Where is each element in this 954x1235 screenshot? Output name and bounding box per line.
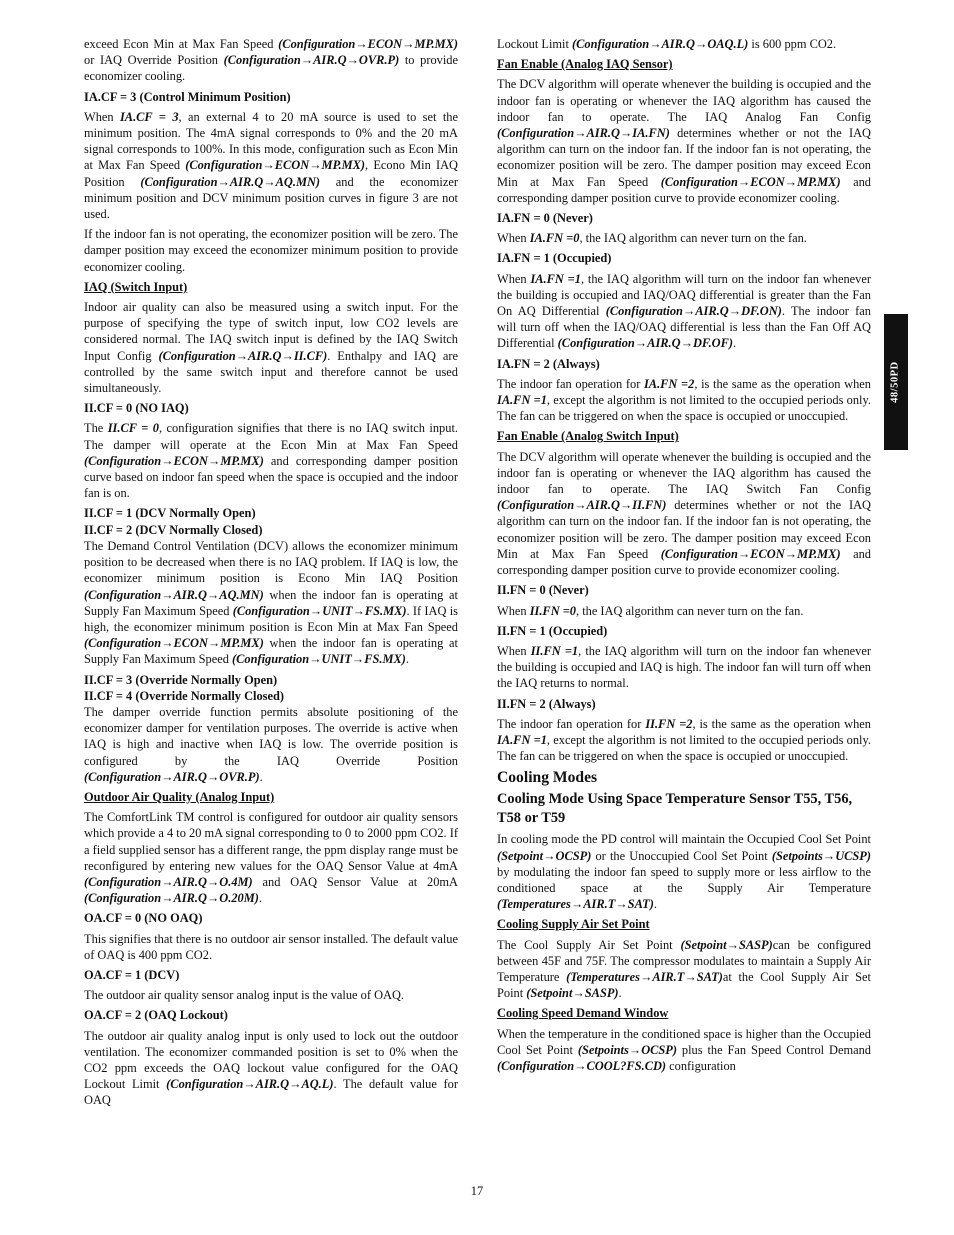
- config-path: (Configuration→AIR.Q→DF.OF): [557, 336, 734, 351]
- config-path: (Configuration→UNIT→FS.MX): [232, 652, 406, 667]
- setting-code: IA.FN =1: [497, 732, 547, 747]
- text-run: .: [733, 336, 737, 351]
- setting-code: II.FN =1: [530, 643, 579, 658]
- text-run: If the indoor fan is not operating, the economizer position will be zero. The damper position may exceed the economizer minimum position to provide economizer cooling.: [84, 227, 458, 274]
- config-path: (Configuration→ECON→MP.MX): [84, 453, 264, 468]
- config-path: (Setpoint→SASP): [526, 986, 619, 1001]
- section-heading: Cooling Modes: [497, 769, 598, 787]
- config-path: (Configuration→ECON→MP.MX): [185, 158, 366, 173]
- config-path: (Configuration→ECON→MP.MX): [660, 174, 841, 189]
- text-run: , except the algorithm is not limited to the occupied periods only. The fan can be triggered on when the space is occupied or unoccupied.: [497, 732, 871, 764]
- right-column: [497, 36, 871, 1078]
- config-path: (Setpoint→SASP): [680, 937, 773, 952]
- text-run: Indoor air quality can also be measured using a switch input. For the purpose of specifying the type of switch input, low CO2 levels are considered normal. The IAQ switch input is defined by the IAQ Switch Input Config: [84, 300, 458, 363]
- setting-code: IA.CF = 3: [119, 109, 179, 124]
- text-run: The indoor fan operation for: [497, 376, 644, 391]
- text-run: When: [497, 603, 530, 618]
- text-run: The outdoor air quality sensor analog input is the value of OAQ.: [84, 988, 405, 1003]
- text-run: and corresponding damper position curve to provide economizer cooling.: [497, 174, 871, 205]
- section-side-tab: [884, 314, 908, 450]
- config-path: (Configuration→AIR.Q→AQ.MN): [84, 587, 264, 602]
- text-run: , is the same as the operation when: [694, 376, 871, 391]
- text-run: exceed Econ Min at Max Fan Speed: [84, 37, 279, 51]
- text-run: and corresponding damper position curve based on indoor fan speed when the space is occupied and the indoor fan is on.: [84, 453, 458, 501]
- text-run: , the IAQ algorithm can never turn on the fan.: [579, 231, 807, 246]
- config-path: (Temperatures→AIR.T→SAT): [566, 969, 723, 984]
- text-run: configuration: [666, 1058, 736, 1073]
- subsection-heading: Outdoor Air Quality (Analog Input): [84, 789, 275, 804]
- paragraph: [84, 299, 458, 396]
- subsection-heading: Cooling Supply Air Set Point: [497, 917, 650, 932]
- config-path: (Configuration→AIR.Q→II.CF): [158, 348, 328, 363]
- text-run: The Cool Supply Air Set Point: [497, 937, 681, 952]
- paragraph: [84, 36, 458, 85]
- text-run: plus the Fan Speed Control Demand: [677, 1042, 871, 1057]
- text-run: Lockout Limit: [497, 37, 573, 51]
- setting-heading: II.FN = 2 (Always): [497, 696, 596, 711]
- config-path: (Temperatures→AIR.T→SAT): [497, 897, 654, 912]
- setting-code: II.CF = 0: [107, 421, 159, 436]
- config-path: (Configuration→ECON→MP.MX): [278, 37, 458, 51]
- text-run: When: [497, 643, 531, 658]
- paragraph: [84, 226, 458, 275]
- config-path: (Configuration→AIR.Q→II.FN): [497, 498, 667, 513]
- text-run: This signifies that there is no outdoor air sensor installed. The default value of OAQ is 400 ppm CO2.: [84, 931, 458, 962]
- setting-code: IA.FN =1: [530, 271, 581, 286]
- config-path: (Configuration→AIR.Q→AQ.MN): [140, 174, 321, 189]
- text-run: .: [653, 897, 657, 912]
- config-path: (Configuration→AIR.Q→OAQ.L): [572, 37, 749, 51]
- text-run: or the Unoccupied Cool Set Point: [591, 848, 772, 863]
- setting-code: IA.FN =0: [529, 231, 580, 246]
- text-run: .: [259, 769, 263, 784]
- text-run: The damper override function permits absolute positioning of the economizer damper for ventilation purposes. The override is active when IAQ is high and inactive when IAQ is low. The override position is configured by the IAQ Override Position: [84, 704, 458, 768]
- paragraph: [497, 1026, 871, 1075]
- setting-heading: II.CF = 3 (Override Normally Open): [84, 672, 278, 687]
- text-run: In cooling mode the PD control will maintain the Occupied Cool Set Point: [497, 832, 871, 847]
- text-run: , an external 4 to 20 mA source is used to set the minimum position. The 4mA signal corresponds to 0% and the 20 mA signal corresponds to 100%. In this mode, configuration such as Econ Min at Max Fan Speed: [84, 109, 458, 173]
- text-run: at the Cool Supply Air Set Point: [497, 969, 871, 1001]
- text-run: , the IAQ algorithm can never turn on the fan.: [576, 603, 804, 618]
- config-path: (Configuration→AIR.Q→OVR.P): [84, 769, 260, 784]
- setting-heading: OA.CF = 2 (OAQ Lockout): [84, 1008, 228, 1023]
- text-run: can be configured between 45F and 75F. The compressor modulates to maintain a Supply Air Temperature: [497, 937, 871, 984]
- text-run: When: [84, 109, 120, 124]
- left-column: [84, 36, 458, 1113]
- text-run: .: [405, 652, 409, 667]
- text-run: . The default value for OAQ: [84, 1077, 458, 1108]
- paragraph: [84, 704, 458, 785]
- subsection-heading: IAQ (Switch Input): [84, 279, 188, 294]
- text-run: by modulating the indoor fan speed to supply more or less airflow to the conditioned space at the Supply Air Temperature: [497, 864, 871, 895]
- text-run: . The indoor fan will turn off when the IAQ/OAQ differential is less than the Fan Off AQ Differential: [497, 304, 871, 351]
- paragraph: [84, 420, 458, 501]
- text-run: The ComfortLink TM control is configured for outdoor air quality sensors which provide a 4 to 20 mA signal corresponding to 0 to 2000 ppm CO2. If a field supplied sensor has a different range, the ppm display range must be reconfigured by entering new values for the OAQ Sensor Value at 4mA: [84, 810, 458, 873]
- setting-heading: OA.CF = 1 (DCV): [84, 967, 180, 982]
- setting-heading: IA.FN = 1 (Occupied): [497, 251, 612, 266]
- text-run: The DCV algorithm will operate whenever the building is occupied and the indoor fan is operating or whenever the IAQ algorithm has caused the indoor fan to operate. The IAQ Analog Fan Config: [497, 77, 871, 124]
- paragraph: [84, 109, 458, 222]
- text-run: , the IAQ algorithm will turn on the indoor fan whenever the building is occupied and IAQ is high. The indoor fan will turn off when the IAQ returns to normal.: [497, 643, 872, 691]
- config-path: (Configuration→AIR.Q→OVR.P): [223, 53, 400, 68]
- setting-code: IA.FN =1: [497, 393, 547, 408]
- setting-heading: II.CF = 0 (NO IAQ): [84, 401, 189, 416]
- paragraph: [497, 376, 871, 425]
- subsection-heading: Fan Enable (Analog Switch Input): [497, 429, 679, 444]
- text-run: When the temperature in the conditioned space is higher than the Occupied Cool Set Point: [497, 1026, 871, 1057]
- paragraph: [84, 1028, 458, 1109]
- paragraph: [497, 831, 871, 912]
- text-run: . Enthalpy and IAQ are controlled by the same switch input and therefore cannot be used simultaneously.: [84, 348, 458, 396]
- text-run: is 600 ppm CO2.: [748, 37, 837, 51]
- text-run: , except the algorithm is not limited to the occupied periods only. The fan can be triggered on when the space is occupied or unoccupied.: [497, 393, 871, 424]
- text-run: The DCV algorithm will operate whenever the building is occupied and the indoor fan is operating or whenever the IAQ algorithm has caused the indoor fan to operate. The IAQ Switch Fan Config: [497, 449, 871, 497]
- text-run: and OAQ Sensor Value at 20mA: [252, 874, 458, 889]
- setting-code: II.FN =0: [529, 603, 576, 618]
- config-path: (Configuration→ECON→MP.MX): [84, 636, 264, 651]
- page-number: 17: [470, 1184, 484, 1198]
- text-run: . If IAQ is high, the economizer minimum position is Econ Min at Max Fan Speed: [84, 603, 458, 634]
- text-run: The outdoor air quality analog input is only used to lock out the outdoor ventilation. The economizer commanded position is set to 0% when the CO2 ppm exceeds the OAQ lockout value configured for the OAQ Lockout Limit: [84, 1028, 458, 1092]
- paragraph: [84, 538, 458, 668]
- text-run: and corresponding damper position curve to provide economizer cooling.: [497, 546, 871, 578]
- config-path: (Configuration→AIR.Q→DF.ON): [605, 304, 782, 319]
- paragraph: [497, 76, 871, 206]
- paragraph: [497, 937, 871, 1002]
- setting-code: IA.FN =2: [643, 376, 695, 391]
- subsection-heading: Cooling Speed Demand Window: [497, 1006, 669, 1021]
- paragraph: [497, 716, 871, 765]
- text-run: determines whether or not the IAQ algorithm can turn on the indoor fan. If the indoor fan is not operating, the economizer position will be zero. The damper position may exceed Econ Min at Max Fan Speed: [497, 498, 871, 561]
- paragraph: [497, 603, 871, 619]
- config-path: (Configuration→AIR.Q→AQ.L): [166, 1077, 334, 1092]
- setting-code: II.FN =2: [645, 716, 693, 731]
- text-run: The Demand Control Ventilation (DCV) allows the economizer minimum position to be decreased when there is no IAQ problem. If IAQ is low, the economizer minimum position is Econo Min IAQ Position: [84, 538, 458, 586]
- paragraph: [497, 643, 871, 692]
- config-path: (Configuration→AIR.Q→O.20M): [84, 891, 259, 906]
- text-run: .: [618, 986, 622, 1001]
- setting-heading: OA.CF = 0 (NO OAQ): [84, 911, 203, 926]
- text-run: , configuration signifies that there is no IAQ switch input. The damper will operate at the Econ Min at Max Fan Speed: [84, 421, 458, 452]
- text-run: when the indoor fan is operating at Supply Fan Maximum Speed: [84, 587, 458, 618]
- text-run: and the economizer minimum position and DCV minimum position curves in figure 3 are not used.: [84, 174, 458, 222]
- config-path: (Configuration→AIR.Q→IA.FN): [497, 126, 670, 141]
- text-run: when the indoor fan is operating at Supply Fan Maximum Speed: [84, 636, 458, 667]
- setting-heading-group: [84, 672, 458, 704]
- text-run: When: [497, 271, 531, 286]
- config-path: (Configuration→ECON→MP.MX): [660, 546, 841, 561]
- paragraph: [497, 36, 871, 52]
- setting-heading: IA.FN = 0 (Never): [497, 211, 593, 226]
- setting-heading: II.CF = 4 (Override Normally Closed): [84, 688, 284, 703]
- paragraph: [84, 987, 458, 1003]
- text-run: or IAQ Override Position: [84, 53, 224, 68]
- subsection-heading: Fan Enable (Analog IAQ Sensor): [497, 57, 673, 72]
- text-run: The indoor fan operation for: [497, 716, 646, 731]
- text-run: When: [497, 231, 530, 246]
- config-path: (Setpoints→UCSP): [771, 848, 871, 863]
- side-tab-label: 48/50PD: [889, 361, 901, 403]
- paragraph: [497, 449, 871, 579]
- paragraph: [84, 931, 458, 963]
- setting-heading: IA.CF = 3 (Control Minimum Position): [84, 89, 291, 104]
- setting-heading: II.CF = 2 (DCV Normally Closed): [84, 522, 263, 537]
- paragraph: [497, 230, 871, 246]
- text-run: The: [84, 421, 108, 436]
- setting-heading: IA.FN = 2 (Always): [497, 356, 600, 371]
- config-path: (Configuration→COOL?FS.CD): [497, 1058, 667, 1073]
- section-subheading: Cooling Mode Using Space Temperature Sensor T55, T56, T58 or T59: [497, 791, 853, 827]
- config-path: (Setpoint→OCSP): [497, 848, 592, 863]
- text-run: , is the same as the operation when: [692, 716, 871, 731]
- setting-heading: II.FN = 1 (Occupied): [497, 623, 608, 638]
- paragraph: [497, 271, 871, 352]
- text-run: determines whether or not the IAQ algorithm can turn on the indoor fan. If the indoor fan is not operating, the economizer position will be zero. The damper position may exceed Econ Min at Max Fan Speed: [497, 126, 871, 189]
- text-run: , Econo Min IAQ Position: [84, 158, 458, 189]
- config-path: (Configuration→UNIT→FS.MX): [232, 603, 407, 618]
- text-run: , the IAQ algorithm will turn on the indoor fan whenever the building is occupied and IAQ/OAQ differential is greater than the Fan On AQ Differential: [497, 271, 871, 319]
- text-run: .: [258, 891, 262, 906]
- paragraph: [84, 809, 458, 906]
- setting-heading: II.CF = 1 (DCV Normally Open): [84, 506, 256, 521]
- config-path: (Setpoints→OCSP): [577, 1042, 677, 1057]
- config-path: (Configuration→AIR.Q→O.4M): [84, 874, 253, 889]
- text-run: to provide economizer cooling.: [84, 53, 458, 84]
- setting-heading-group: [84, 505, 458, 537]
- setting-heading: II.FN = 0 (Never): [497, 583, 589, 598]
